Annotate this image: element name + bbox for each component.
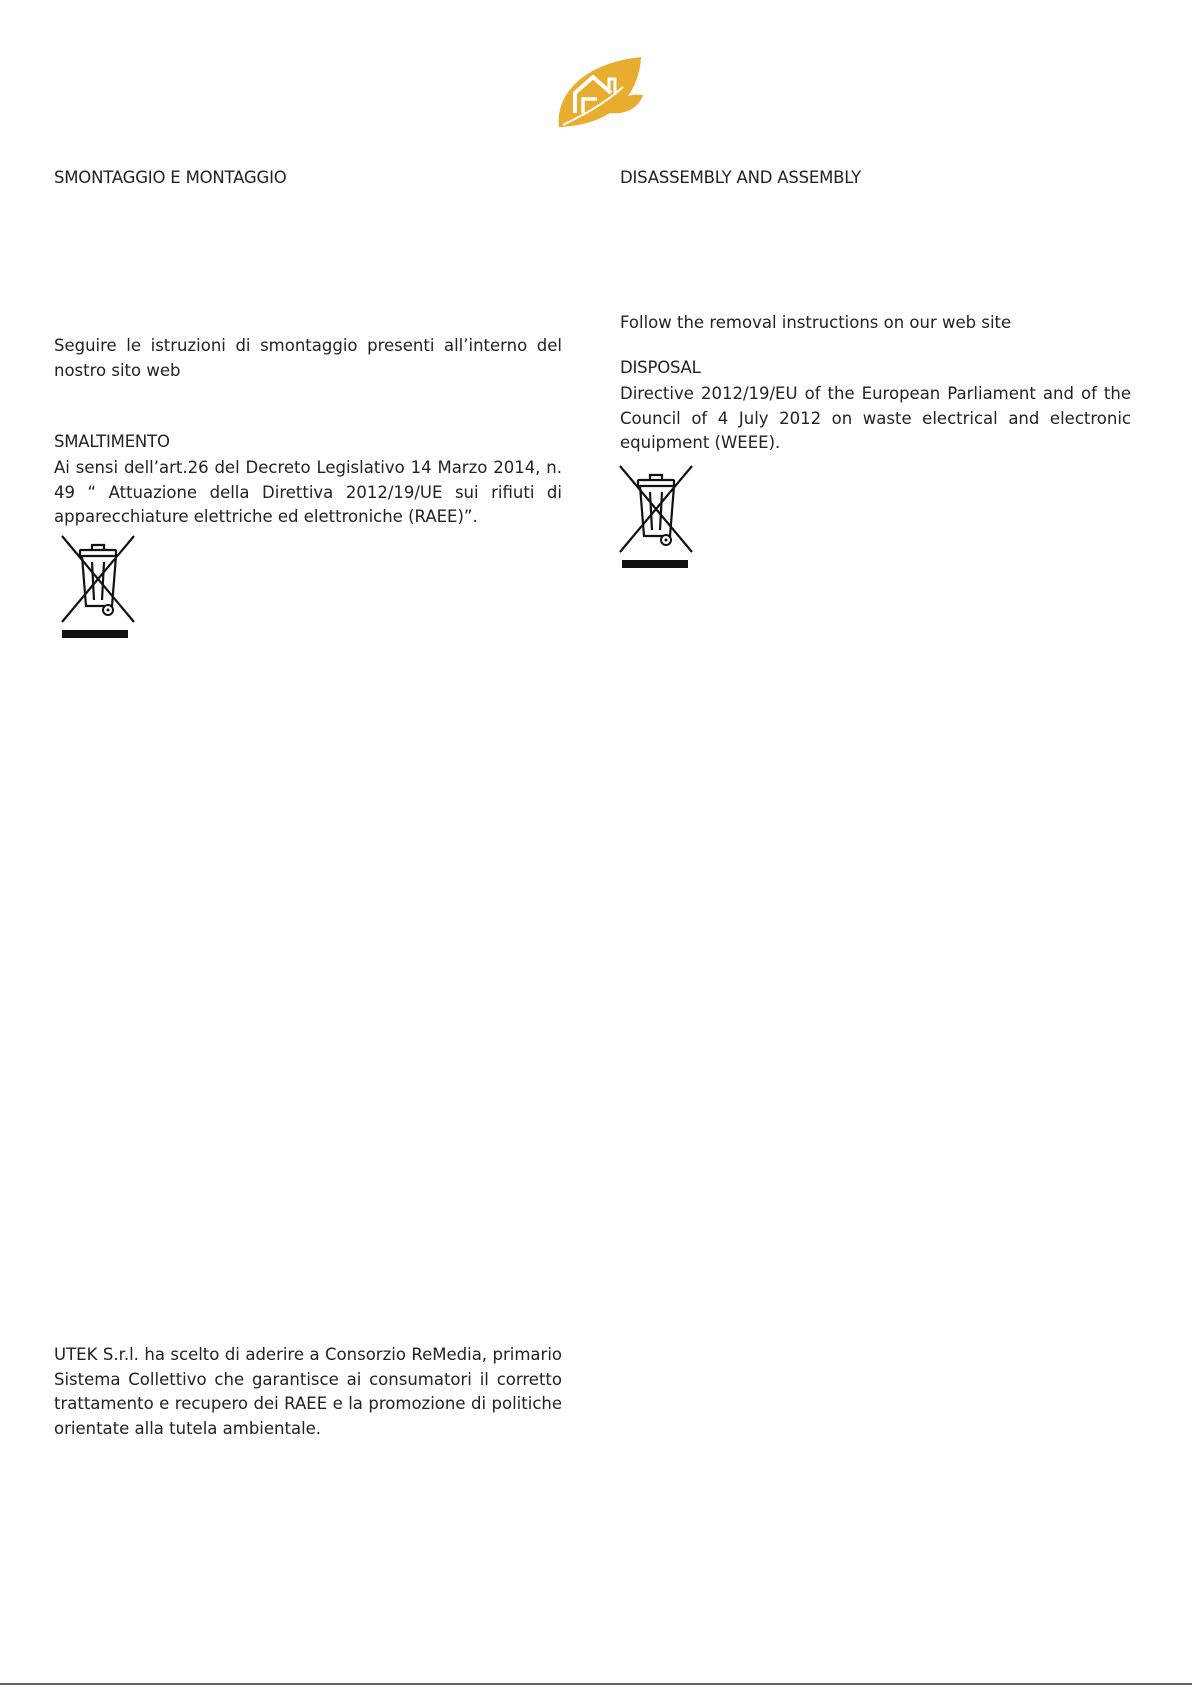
crossed-bin-icon [616,462,696,572]
assembly-heading-it: SMONTAGGIO E MONTAGGIO [54,168,287,187]
assembly-text-en: Follow the removal instructions on our web site [620,313,1012,332]
assembly-heading-en: DISASSEMBLY AND ASSEMBLY [620,168,861,187]
consortium-text-it: UTEK S.r.l. ha scelto di aderire a Consorzio ReMedia, primario Sistema Collettivo che garantisce ai consumatori il corretto trattamento e recupero dei RAEE e la promozione di politiche orientate alla tutela ambientale. [54,1345,562,1438]
leaf-house-icon [553,55,645,133]
disposal-heading-en: DISPOSAL [620,358,701,377]
disposal-text-it: Ai sensi dell’art.26 del Decreto Legislativo 14 Marzo 2014, n. 49 “ Attuazione della Direttiva 2012/19/UE sui rifiuti di apparecchiature elettriche ed elettroniche (RAEE)”. [54,458,562,526]
crossed-bin-icon [58,532,138,642]
disposal-heading-it: SMALTIMENTO [54,432,170,451]
assembly-text-it: Seguire le istruzioni di smontaggio presenti all’interno del nostro sito web [54,336,562,380]
disposal-text-en: Directive 2012/19/EU of the European Parliament and of the Council of 4 July 2012 on waste electrical and electronic equipment (WEEE). [620,384,1131,452]
